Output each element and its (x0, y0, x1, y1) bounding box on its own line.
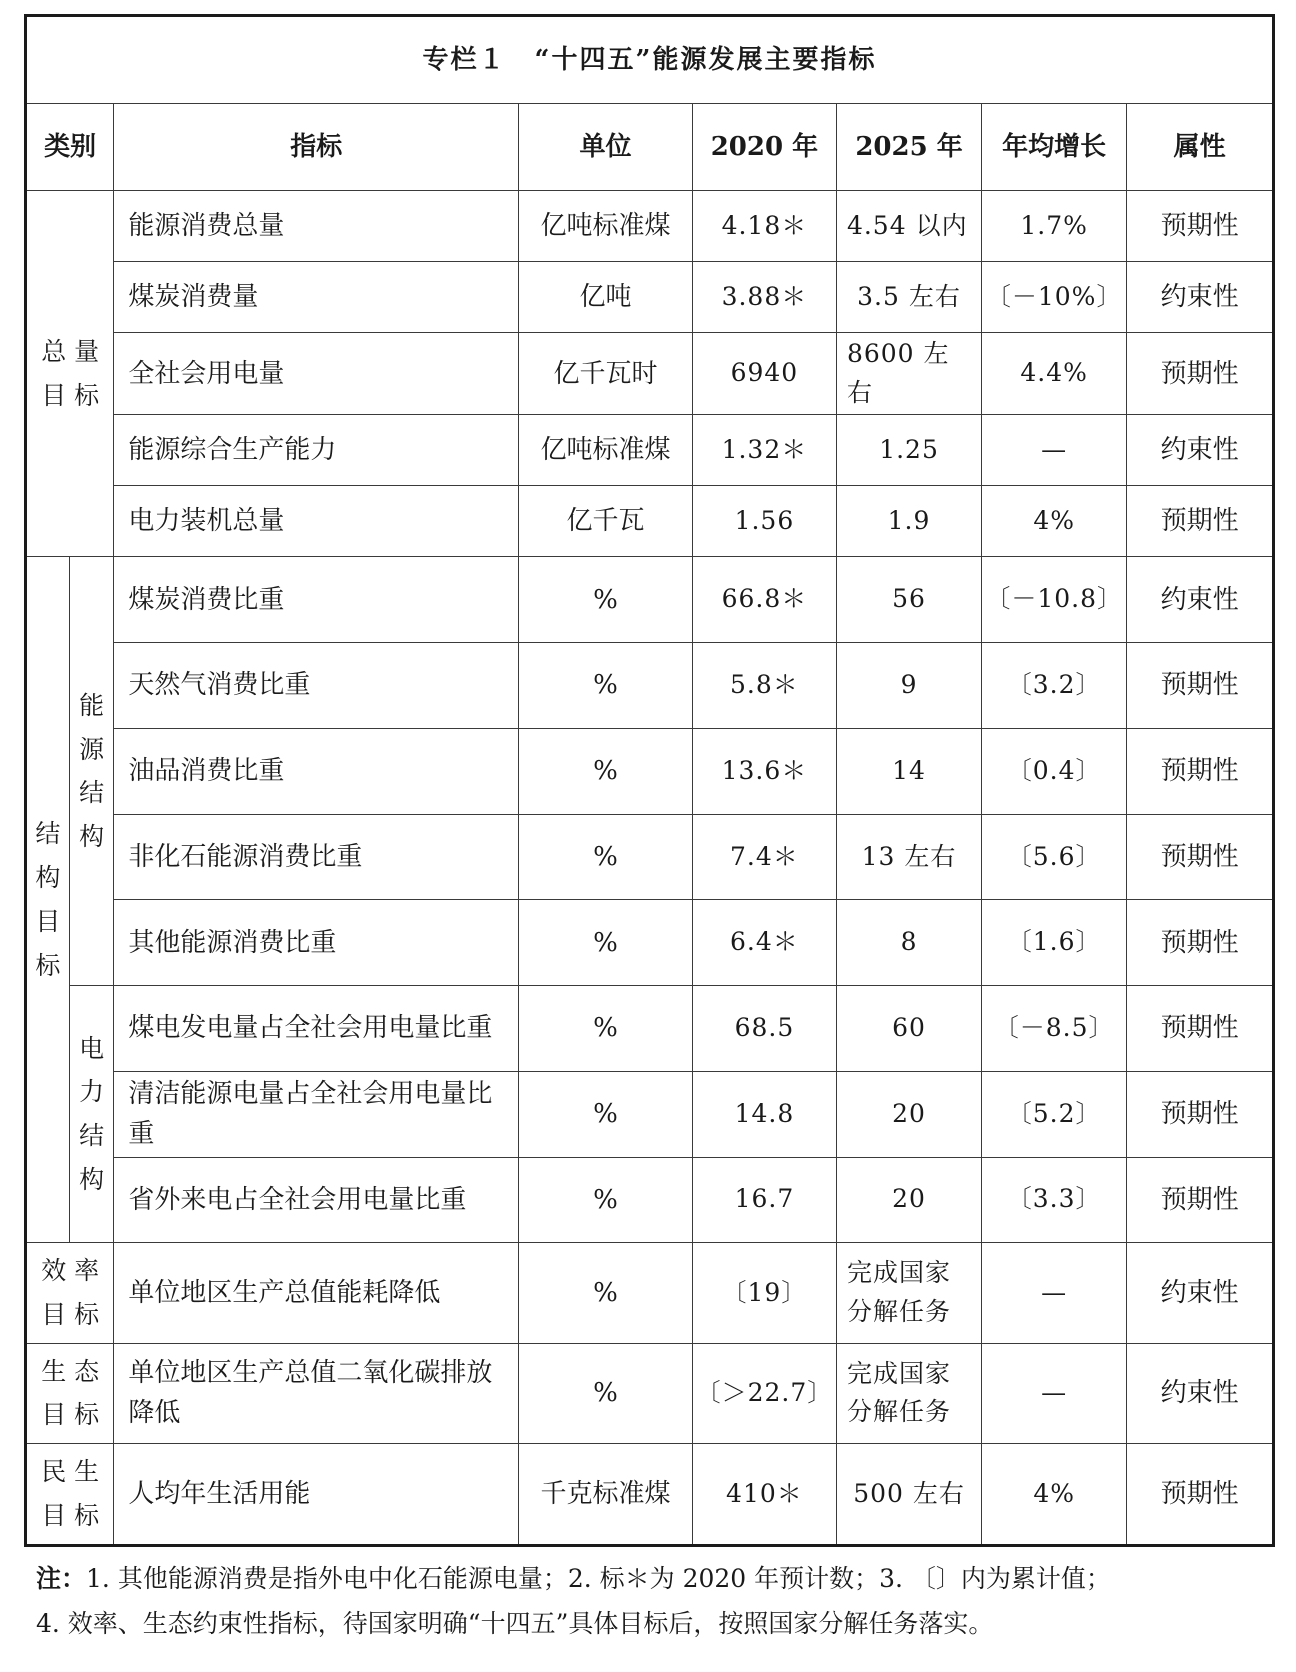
indicator-cell: 油品消费比重 (114, 728, 519, 814)
table-row (27, 262, 1272, 333)
table-row (27, 900, 1272, 986)
value-2020-cell: 14.8 (692, 1071, 836, 1157)
unit-cell: 亿吨标准煤 (519, 191, 693, 262)
table-header-row (27, 104, 1272, 191)
growth-cell: 〔－10%〕 (982, 262, 1127, 333)
indicator-cell: 省外来电占全社会用电量比重 (114, 1157, 519, 1243)
value-2020-cell: 4.18＊ (692, 191, 836, 262)
value-2020-cell: 1.56 (692, 486, 836, 557)
table-row (27, 643, 1272, 729)
group-structure-targets: 结 构 目 标 (27, 557, 69, 1243)
growth-cell: 4% (982, 1443, 1127, 1544)
attribute-cell: 预期性 (1127, 486, 1272, 557)
growth-cell: 〔1.6〕 (982, 900, 1127, 986)
header-unit: 单位 (519, 104, 693, 191)
attribute-cell: 预期性 (1127, 986, 1272, 1072)
indicator-cell: 煤电发电量占全社会用电量比重 (114, 986, 519, 1072)
value-2020-cell: 5.8＊ (692, 643, 836, 729)
table-row (27, 1443, 1272, 1544)
value-2020-cell: 13.6＊ (692, 728, 836, 814)
header-2025: 2025 年 (836, 104, 981, 191)
attribute-cell: 预期性 (1127, 1443, 1272, 1544)
value-2025-cell: 56 (836, 557, 981, 643)
table-row (27, 191, 1272, 262)
indicator-cell: 其他能源消费比重 (114, 900, 519, 986)
unit-cell: % (519, 986, 693, 1072)
unit-cell: % (519, 557, 693, 643)
value-2020-cell: 410＊ (692, 1443, 836, 1544)
attribute-cell: 预期性 (1127, 1071, 1272, 1157)
value-2020-cell: 68.5 (692, 986, 836, 1072)
value-2025-cell: 3.5 左右 (836, 262, 981, 333)
unit-cell: % (519, 1243, 693, 1343)
value-2025-cell: 8 (836, 900, 981, 986)
unit-cell: 亿吨标准煤 (519, 415, 693, 486)
table-row (27, 814, 1272, 900)
attribute-cell: 约束性 (1127, 557, 1272, 643)
unit-cell: 千克标准煤 (519, 1443, 693, 1544)
note-text-1: 1. 其他能源消费是指外电中化石能源电量；2. 标＊为 2020 年预计数；3. 〔〕内为累计值； (86, 1564, 1111, 1593)
table-caption-row (27, 17, 1272, 104)
table-row (27, 1243, 1272, 1343)
header-indicator: 指标 (114, 104, 519, 191)
value-2025-cell: 完成国家分解任务 (836, 1343, 981, 1443)
table-row (27, 557, 1272, 643)
value-2020-cell: 6.4＊ (692, 900, 836, 986)
table-row (27, 415, 1272, 486)
table-note (36, 1556, 1286, 1646)
indicator-table (27, 17, 1272, 1544)
growth-cell: 〔3.2〕 (982, 643, 1127, 729)
unit-cell: % (519, 728, 693, 814)
growth-cell: — (982, 1343, 1127, 1443)
value-2025-cell: 60 (836, 986, 981, 1072)
table-row (27, 1071, 1272, 1157)
indicator-cell: 天然气消费比重 (114, 643, 519, 729)
growth-cell: 〔－10.8〕 (982, 557, 1127, 643)
indicator-cell: 人均年生活用能 (114, 1443, 519, 1544)
unit-cell: 亿千瓦时 (519, 333, 693, 415)
group-total-targets: 总 量 目 标 (27, 191, 114, 557)
value-2020-cell: 16.7 (692, 1157, 836, 1243)
header-attribute: 属性 (1127, 104, 1272, 191)
indicator-cell: 电力装机总量 (114, 486, 519, 557)
unit-cell: % (519, 900, 693, 986)
unit-cell: 亿吨 (519, 262, 693, 333)
table-row (27, 1343, 1272, 1443)
note-line-1 (36, 1556, 1286, 1601)
unit-cell: % (519, 1157, 693, 1243)
growth-cell: 〔5.6〕 (982, 814, 1127, 900)
growth-cell: 4.4% (982, 333, 1127, 415)
unit-cell: % (519, 1071, 693, 1157)
attribute-cell: 约束性 (1127, 262, 1272, 333)
attribute-cell: 预期性 (1127, 900, 1272, 986)
indicator-cell: 全社会用电量 (114, 333, 519, 415)
table-row (27, 728, 1272, 814)
growth-cell: 〔5.2〕 (982, 1071, 1127, 1157)
value-2020-cell: 〔＞22.7〕 (692, 1343, 836, 1443)
table-row (27, 1157, 1272, 1243)
growth-cell: 〔－8.5〕 (982, 986, 1127, 1072)
attribute-cell: 约束性 (1127, 1343, 1272, 1443)
note-line-2: 4. 效率、生态约束性指标，待国家明确“十四五”具体目标后，按照国家分解任务落实。 (36, 1609, 994, 1638)
growth-cell: — (982, 415, 1127, 486)
group-energy-structure: 能 源 结 构 (69, 557, 114, 986)
note-label: 注： (36, 1564, 87, 1593)
unit-cell: % (519, 1343, 693, 1443)
indicator-cell: 清洁能源电量占全社会用电量比重 (114, 1071, 519, 1157)
value-2020-cell: 〔19〕 (692, 1243, 836, 1343)
attribute-cell: 约束性 (1127, 1243, 1272, 1343)
value-2025-cell: 14 (836, 728, 981, 814)
attribute-cell: 预期性 (1127, 191, 1272, 262)
table-title: 专栏１ “十四五”能源发展主要指标 (27, 17, 1272, 104)
value-2020-cell: 7.4＊ (692, 814, 836, 900)
attribute-cell: 约束性 (1127, 415, 1272, 486)
growth-cell: 〔0.4〕 (982, 728, 1127, 814)
growth-cell: 1.7% (982, 191, 1127, 262)
indicator-cell: 单位地区生产总值能耗降低 (114, 1243, 519, 1343)
value-2020-cell: 66.8＊ (692, 557, 836, 643)
value-2025-cell: 完成国家分解任务 (836, 1243, 981, 1343)
indicator-table-frame (24, 14, 1275, 1547)
attribute-cell: 预期性 (1127, 643, 1272, 729)
value-2025-cell: 1.9 (836, 486, 981, 557)
value-2020-cell: 3.88＊ (692, 262, 836, 333)
group-ecology-targets: 生 态 目 标 (27, 1343, 114, 1443)
group-efficiency-targets: 效 率 目 标 (27, 1243, 114, 1343)
growth-cell: 4% (982, 486, 1127, 557)
indicator-cell: 煤炭消费量 (114, 262, 519, 333)
group-livelihood-targets: 民 生 目 标 (27, 1443, 114, 1544)
value-2025-cell: 500 左右 (836, 1443, 981, 1544)
growth-cell: — (982, 1243, 1127, 1343)
value-2025-cell: 20 (836, 1071, 981, 1157)
unit-cell: % (519, 814, 693, 900)
header-growth: 年均增长 (982, 104, 1127, 191)
attribute-cell: 预期性 (1127, 333, 1272, 415)
group-power-structure: 电 力 结 构 (69, 986, 114, 1243)
indicator-cell: 非化石能源消费比重 (114, 814, 519, 900)
header-category: 类别 (27, 104, 114, 191)
value-2020-cell: 1.32＊ (692, 415, 836, 486)
indicator-cell: 煤炭消费比重 (114, 557, 519, 643)
indicator-cell: 能源消费总量 (114, 191, 519, 262)
value-2025-cell: 4.54 以内 (836, 191, 981, 262)
unit-cell: % (519, 643, 693, 729)
value-2025-cell: 20 (836, 1157, 981, 1243)
indicator-cell: 能源综合生产能力 (114, 415, 519, 486)
value-2020-cell: 6940 (692, 333, 836, 415)
value-2025-cell: 9 (836, 643, 981, 729)
table-row (27, 333, 1272, 415)
indicator-cell: 单位地区生产总值二氧化碳排放降低 (114, 1343, 519, 1443)
attribute-cell: 预期性 (1127, 728, 1272, 814)
header-2020: 2020 年 (692, 104, 836, 191)
value-2025-cell: 13 左右 (836, 814, 981, 900)
attribute-cell: 预期性 (1127, 814, 1272, 900)
table-row (27, 486, 1272, 557)
attribute-cell: 预期性 (1127, 1157, 1272, 1243)
value-2025-cell: 8600 左右 (836, 333, 981, 415)
value-2025-cell: 1.25 (836, 415, 981, 486)
table-row (27, 986, 1272, 1072)
growth-cell: 〔3.3〕 (982, 1157, 1127, 1243)
unit-cell: 亿千瓦 (519, 486, 693, 557)
